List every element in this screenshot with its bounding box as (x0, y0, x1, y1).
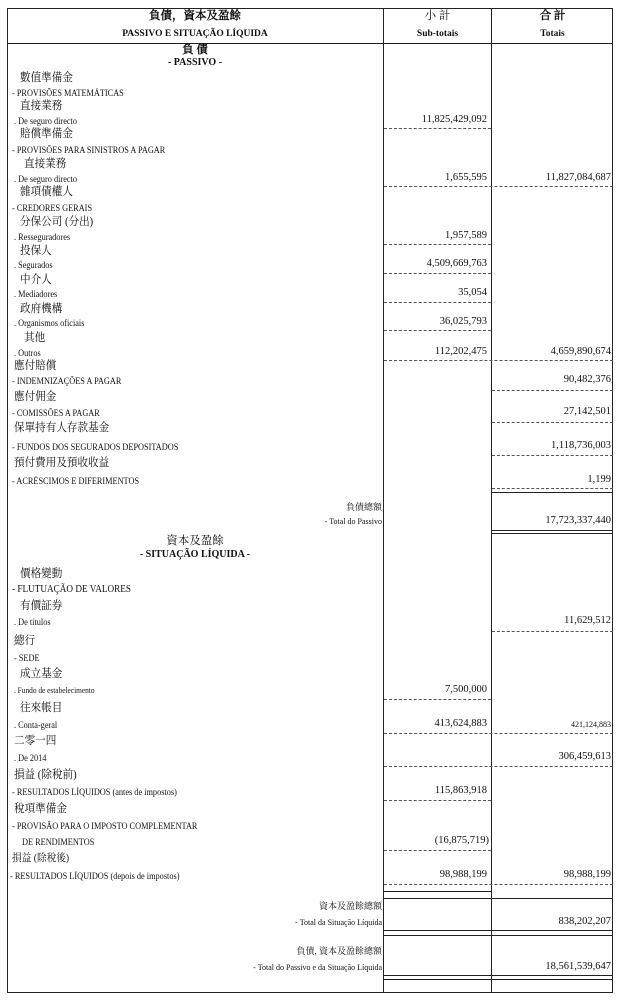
subtotal-value: 11,825,429,092 (421, 114, 487, 125)
line-label: 損益 (除稅後) (12, 853, 70, 864)
line-label: - FLUTUAÇÃO DE VALORES (12, 584, 132, 595)
total-equity-label-zh: 資本及盈餘總額 (318, 901, 382, 911)
row-rule (384, 186, 613, 187)
line-label: 數值準備金 (20, 72, 73, 84)
line-label: . De títulos (14, 617, 51, 627)
subtotal-value: 112,202,475 (434, 346, 487, 357)
row-rule (492, 631, 613, 632)
row-rule (384, 850, 491, 851)
row-rule (492, 492, 613, 493)
subtotal-value: 7,500,000 (445, 684, 487, 695)
column-divider (491, 8, 492, 993)
row-rule (384, 766, 613, 767)
header-subtotal-zh: 小 計 (424, 10, 451, 22)
subtotal-value: 115,863,918 (434, 785, 487, 796)
column-divider (383, 8, 384, 993)
line-label: . Conta-geral (14, 720, 58, 730)
total-value: 306,459,613 (558, 751, 611, 762)
line-label: 賠償準備金 (20, 128, 73, 140)
row-rule (492, 530, 613, 531)
total-value: 11,827,084,687 (545, 172, 611, 183)
total-equity-value: 838,202,207 (558, 916, 611, 927)
line-label: - SEDE (14, 653, 40, 663)
row-rule (384, 979, 613, 980)
line-label: . Segurados (14, 260, 53, 270)
row-rule (492, 455, 613, 456)
row-rule (384, 128, 491, 129)
line-label: . De 2014 (14, 753, 47, 763)
grand-total-value: 18,561,539,647 (545, 961, 611, 972)
row-rule (384, 733, 613, 734)
line-label: 二零一四 (14, 735, 57, 747)
line-label: . De seguro directo (14, 116, 78, 126)
row-rule (384, 800, 491, 801)
section-title-pt: - PASSIVO - (167, 57, 223, 68)
line-label: . Outros (14, 348, 41, 358)
line-label: - FUNDOS DOS SEGURADOS DEPOSITADOS (12, 442, 179, 452)
header-total-pt: Totais (540, 29, 565, 39)
row-rule (492, 390, 613, 391)
total-liabilities-label-zh: 負債總額 (345, 502, 382, 512)
subtotal-value: 36,025,793 (439, 316, 487, 327)
subtotal-value: 35,054 (458, 287, 487, 298)
line-label: 往來帳目 (20, 702, 63, 714)
row-rule (384, 330, 491, 331)
line-label: . De seguro directo (14, 174, 78, 184)
grand-total-label-pt: - Total do Passivo e da Situação Líquida (253, 963, 382, 972)
subtotal-value: 98,988,199 (439, 869, 487, 880)
total-equity-label-pt: - Total da Situação Líquida (295, 918, 382, 927)
row-rule (384, 699, 491, 700)
header-subtotal-pt: Sub-totais (416, 29, 459, 39)
line-label: DE RENDIMENTOS (22, 837, 95, 847)
row-rule (384, 898, 613, 899)
row-rule (384, 935, 613, 936)
total-value: 421,124,883 (571, 720, 611, 729)
header-title-zh: 負債，資本及盈餘 (149, 10, 241, 22)
total-value: 98,988,199 (563, 869, 611, 880)
line-label: 投保人 (20, 245, 52, 257)
line-label: 直接業務 (24, 158, 67, 170)
line-label: 有價証券 (20, 600, 63, 612)
line-label: - ACRÉSCIMOS E DIFERIMENTOS (12, 476, 140, 486)
line-label: 中介人 (20, 274, 52, 286)
subtotal-value: 1,957,589 (445, 230, 487, 241)
line-label: 價格變動 (20, 568, 63, 580)
row-rule (384, 360, 613, 361)
section-title-zh: 負 債 (182, 44, 208, 56)
row-rule (384, 930, 613, 931)
row-rule (384, 891, 491, 892)
line-label: - PROVISÃO PARA O IMPOSTO COMPLEMENTAR (12, 821, 198, 831)
line-label: 應付賠償 (14, 360, 57, 372)
total-value: 90,482,376 (563, 374, 611, 385)
row-rule (492, 533, 613, 534)
subtotal-value: 413,624,883 (434, 718, 487, 729)
row-rule (384, 244, 491, 245)
line-label: 成立基金 (20, 668, 63, 680)
subtotal-value: 4,509,669,763 (426, 258, 487, 269)
total-value: 1,118,736,003 (551, 440, 611, 451)
line-label: 損益 (除稅前) (14, 769, 77, 781)
section-title-pt: - SITUAÇÃO LÍQUIDA - (139, 549, 251, 560)
line-label: . Resseguradores (14, 232, 71, 242)
subtotal-value: 1,655,595 (445, 172, 487, 183)
line-label: - RESULTADOS LÍQUIDOS (depois de impostos) (10, 871, 180, 881)
line-label: 其他 (24, 332, 46, 344)
line-label: - PROVISÕES MATEMÁTICAS (12, 88, 124, 98)
total-value: 11,629,512 (564, 615, 611, 626)
line-label: - CREDORES GERAIS (12, 203, 93, 213)
line-label: 直接業務 (20, 100, 63, 112)
line-label: 政府機構 (20, 303, 63, 315)
total-value: 27,142,501 (563, 406, 611, 417)
line-label: 應付佣金 (14, 391, 57, 403)
line-label: - COMISSÕES A PAGAR (12, 408, 100, 418)
row-rule (384, 884, 613, 885)
line-label: - PROVISÕES PARA SINISTROS A PAGAR (12, 145, 166, 155)
section-title-zh: 資本及盈餘 (166, 535, 224, 547)
header-title-pt: PASSIVO E SITUAÇÃO LÍQUIDA (122, 29, 268, 39)
line-label: 稅項準備金 (14, 803, 67, 815)
row-rule (492, 488, 613, 489)
row-rule (384, 975, 613, 976)
total-value: 4,659,890,674 (550, 346, 611, 357)
line-label: 預付費用及預收收益 (14, 457, 110, 469)
line-label: 保單持有人存款基金 (14, 422, 110, 434)
line-label: 分保公司 (分出) (20, 216, 94, 228)
total-liabilities-label-pt: - Total do Passivo (324, 517, 382, 526)
subtotal-value: (16,875,719) (434, 835, 489, 846)
total-value: 1,199 (587, 474, 611, 485)
line-label: . Fundo de estabelecimento (14, 686, 95, 695)
total-liabilities-value: 17,723,337,440 (545, 515, 611, 526)
line-label: 雜項債權人 (20, 186, 73, 198)
line-label: - INDEMNIZAÇÕES A PAGAR (12, 376, 122, 386)
row-rule (384, 273, 491, 274)
row-rule (384, 302, 491, 303)
header-total-zh: 合 計 (539, 10, 566, 22)
row-rule (492, 422, 613, 423)
line-label: - RESULTADOS LÍQUIDOS (antes de impostos) (12, 787, 177, 797)
line-label: . Mediadores (14, 289, 58, 299)
line-label: . Organismos oficiais (14, 318, 85, 328)
line-label: 總行 (14, 635, 36, 647)
grand-total-label-zh: 負債, 資本及盈餘總額 (296, 946, 382, 956)
